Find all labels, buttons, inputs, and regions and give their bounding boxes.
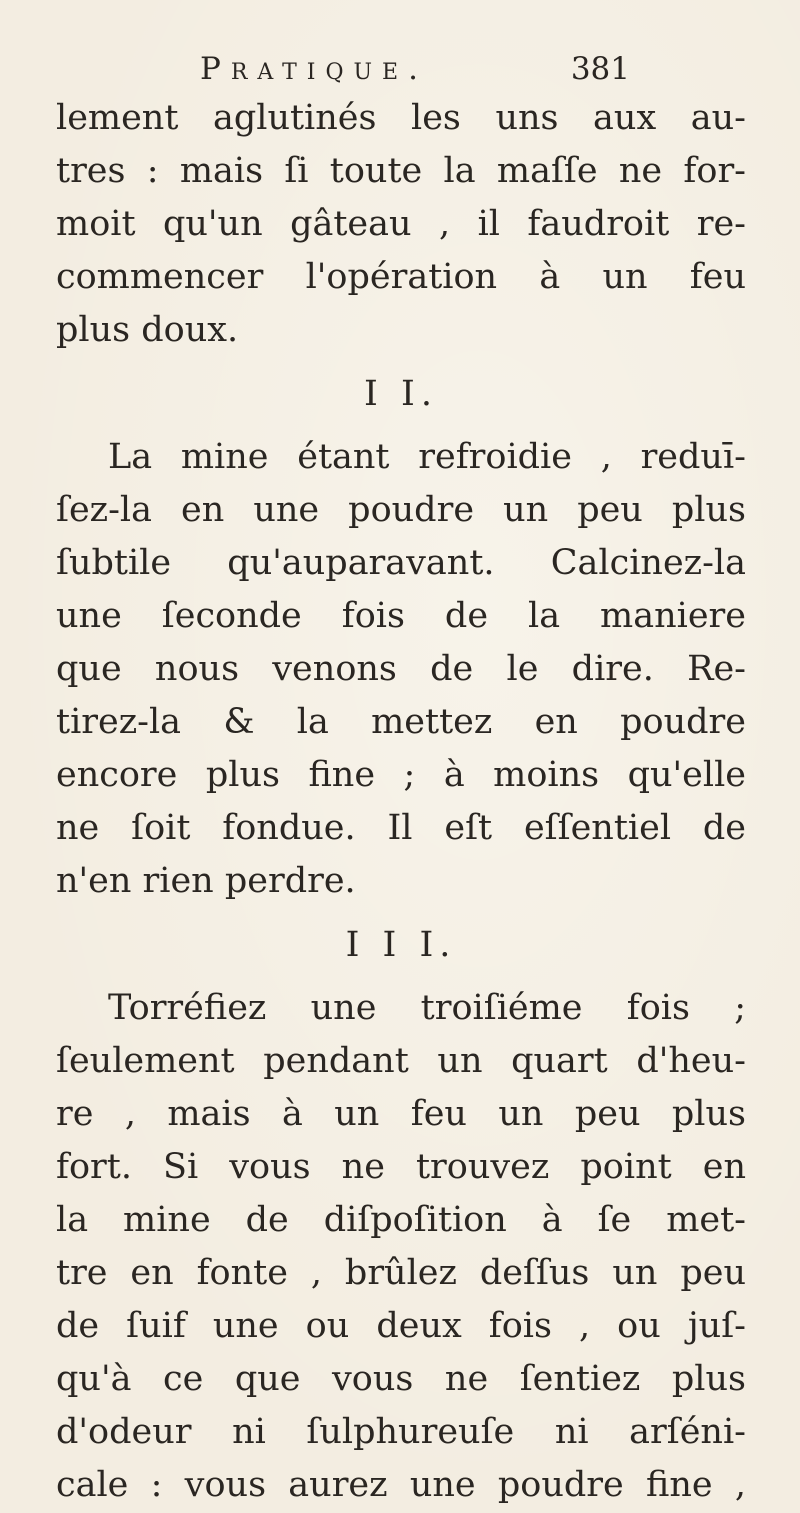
text-line: de ſuif une ou deux fois , ou juſ- [56, 1306, 746, 1346]
text-line: La mine étant refroidie , reduī- [108, 437, 746, 477]
text-line: d'odeur ni ſulphureuſe ni arſéni- [56, 1412, 746, 1452]
text-line: ſeulement pendant un quart d'heu- [56, 1041, 746, 1081]
text-line: commencer l'opération à un feu [56, 257, 746, 297]
text-line: Torréfiez une troiſiéme fois ; [108, 988, 746, 1028]
running-head-title: Pratique. [200, 51, 428, 87]
text-line: ſez-la en une poudre un peu plus [56, 490, 746, 530]
section-number-2: I I. [364, 374, 438, 414]
section-number-3: I I I. [345, 925, 457, 965]
paragraph-section-3 [56, 982, 746, 1512]
text-line: une ſeconde fois de la maniere [56, 596, 746, 636]
paragraph-section-2 [56, 431, 746, 908]
text-line: ne ſoit fondue. Il eſt eſſentiel de [56, 808, 746, 848]
running-head [200, 44, 630, 94]
text-line: encore plus fine ; à moins qu'elle [56, 755, 746, 795]
text-line: qu'à ce que vous ne ſentiez plus [56, 1359, 746, 1399]
text-line: re , mais à un feu un peu plus [56, 1094, 746, 1134]
text-line: tres : mais ſi toute la maſſe ne for- [56, 151, 746, 191]
text-line: plus doux. [56, 310, 239, 350]
text-line: moit qu'un gâteau , il faudroit re- [56, 204, 746, 244]
text-line: cale : vous aurez une poudre fine , [56, 1465, 746, 1505]
body-text [56, 92, 746, 1512]
page-number: 381 [570, 51, 630, 87]
paragraph-continued [56, 92, 746, 357]
text-line: n'en rien perdre. [56, 861, 356, 901]
text-line: la mine de diſpoſition à ſe met- [56, 1200, 746, 1240]
text-line: fort. Si vous ne trouvez point en [56, 1147, 746, 1187]
text-line: ſubtile qu'auparavant. Calcinez-la [56, 543, 746, 583]
text-line: lement aglutinés les uns aux au- [56, 98, 746, 138]
text-line: que nous venons de le dire. Re- [56, 649, 746, 689]
text-line: tirez-la & la mettez en poudre [56, 702, 746, 742]
text-line: tre en fonte , brûlez deſſus un peu [56, 1253, 746, 1293]
